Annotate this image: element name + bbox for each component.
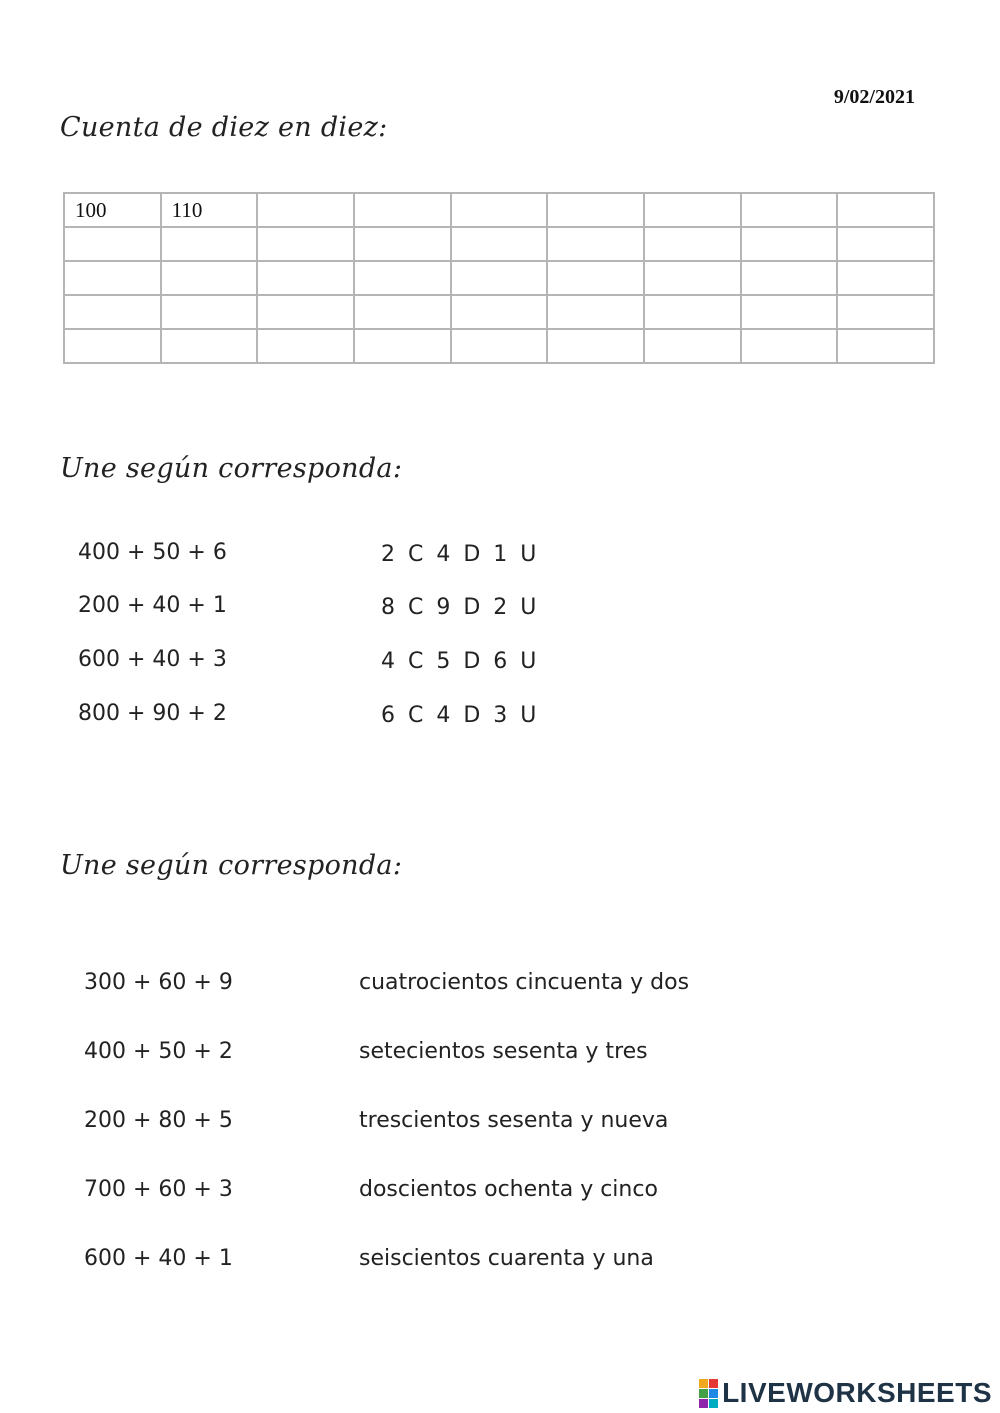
grid-cell[interactable]	[837, 261, 934, 295]
grid-cell[interactable]	[644, 295, 741, 329]
sum-item[interactable]: 300 + 60 + 9	[84, 970, 233, 995]
grid-cell[interactable]	[354, 261, 451, 295]
grid-cell[interactable]	[257, 329, 354, 363]
grid-cell[interactable]	[257, 261, 354, 295]
place-value-item[interactable]: 6 C 4 D 3 U	[381, 703, 540, 728]
grid-cell[interactable]	[741, 329, 838, 363]
count-by-tens-grid	[63, 192, 935, 364]
grid-cell[interactable]	[741, 261, 838, 295]
table-row	[64, 295, 934, 329]
grid-cell[interactable]	[161, 227, 258, 261]
place-value-item[interactable]: 4 C 5 D 6 U	[381, 649, 540, 674]
grid-cell[interactable]	[741, 227, 838, 261]
sum-item[interactable]: 400 + 50 + 6	[78, 540, 227, 565]
grid-cell[interactable]	[64, 227, 161, 261]
worksheet-date: 9/02/2021	[833, 86, 915, 108]
sum-item[interactable]: 600 + 40 + 1	[84, 1246, 233, 1271]
section3-heading: Une según corresponda:	[60, 850, 403, 881]
sum-item[interactable]: 400 + 50 + 2	[84, 1039, 233, 1064]
grid-cell[interactable]	[741, 295, 838, 329]
sum-item[interactable]: 200 + 40 + 1	[78, 593, 227, 618]
grid-cell[interactable]	[64, 295, 161, 329]
table-row	[64, 261, 934, 295]
grid-cell[interactable]	[451, 295, 548, 329]
logo-square	[709, 1389, 718, 1398]
grid-cell[interactable]	[64, 261, 161, 295]
sum-item[interactable]: 600 + 40 + 3	[78, 647, 227, 672]
grid-cell[interactable]	[741, 193, 838, 227]
logo-square	[709, 1379, 718, 1388]
table-row	[64, 227, 934, 261]
number-word-item[interactable]: doscientos ochenta y cinco	[359, 1177, 658, 1202]
logo-square	[699, 1389, 708, 1398]
logo-grid-icon	[699, 1379, 718, 1408]
place-value-item[interactable]: 8 C 9 D 2 U	[381, 595, 540, 620]
grid-cell[interactable]	[644, 227, 741, 261]
grid-cell[interactable]	[257, 193, 354, 227]
sum-item[interactable]: 800 + 90 + 2	[78, 701, 227, 726]
logo-square	[699, 1399, 708, 1408]
grid-cell[interactable]	[547, 227, 644, 261]
grid-cell[interactable]	[644, 193, 741, 227]
section1-heading: Cuenta de diez en diez:	[60, 112, 388, 143]
grid-cell[interactable]	[451, 227, 548, 261]
grid-cell[interactable]	[547, 295, 644, 329]
grid-cell[interactable]	[354, 329, 451, 363]
number-word-item[interactable]: setecientos sesenta y tres	[359, 1039, 648, 1064]
grid-cell[interactable]	[451, 193, 548, 227]
liveworksheets-logo	[699, 1378, 992, 1408]
place-value-item[interactable]: 2 C 4 D 1 U	[381, 542, 540, 567]
grid-cell[interactable]	[257, 227, 354, 261]
grid-cell[interactable]	[354, 227, 451, 261]
grid-cell[interactable]	[644, 261, 741, 295]
grid-cell[interactable]	[837, 227, 934, 261]
grid-cell[interactable]	[547, 193, 644, 227]
logo-square	[709, 1399, 718, 1408]
grid-cell[interactable]	[837, 329, 934, 363]
grid-cell[interactable]	[161, 329, 258, 363]
grid-cell[interactable]	[161, 295, 258, 329]
section2-heading: Une según corresponda:	[60, 453, 403, 484]
grid-cell[interactable]	[451, 329, 548, 363]
grid-cell[interactable]	[354, 193, 451, 227]
grid-cell[interactable]	[354, 295, 451, 329]
logo-text: LIVEWORKSHEETS	[722, 1377, 992, 1408]
table-row	[64, 329, 934, 363]
grid-cell[interactable]	[547, 329, 644, 363]
grid-cell[interactable]	[547, 261, 644, 295]
sum-item[interactable]: 700 + 60 + 3	[84, 1177, 233, 1202]
grid-cell[interactable]	[257, 295, 354, 329]
number-word-item[interactable]: trescientos sesenta y nueva	[359, 1108, 669, 1133]
grid-cell[interactable]	[837, 295, 934, 329]
grid-cell[interactable]	[837, 193, 934, 227]
grid-cell[interactable]	[64, 329, 161, 363]
logo-square	[699, 1379, 708, 1388]
grid-cell[interactable]	[161, 261, 258, 295]
number-word-item[interactable]: cuatrocientos cincuenta y dos	[359, 970, 690, 995]
grid-cell[interactable]	[644, 329, 741, 363]
number-word-item[interactable]: seiscientos cuarenta y una	[359, 1246, 654, 1271]
grid-cell[interactable]: 100	[64, 193, 161, 227]
sum-item[interactable]: 200 + 80 + 5	[84, 1108, 233, 1133]
grid-cell[interactable]: 110	[161, 193, 258, 227]
grid-cell[interactable]	[451, 261, 548, 295]
table-row	[64, 193, 934, 227]
